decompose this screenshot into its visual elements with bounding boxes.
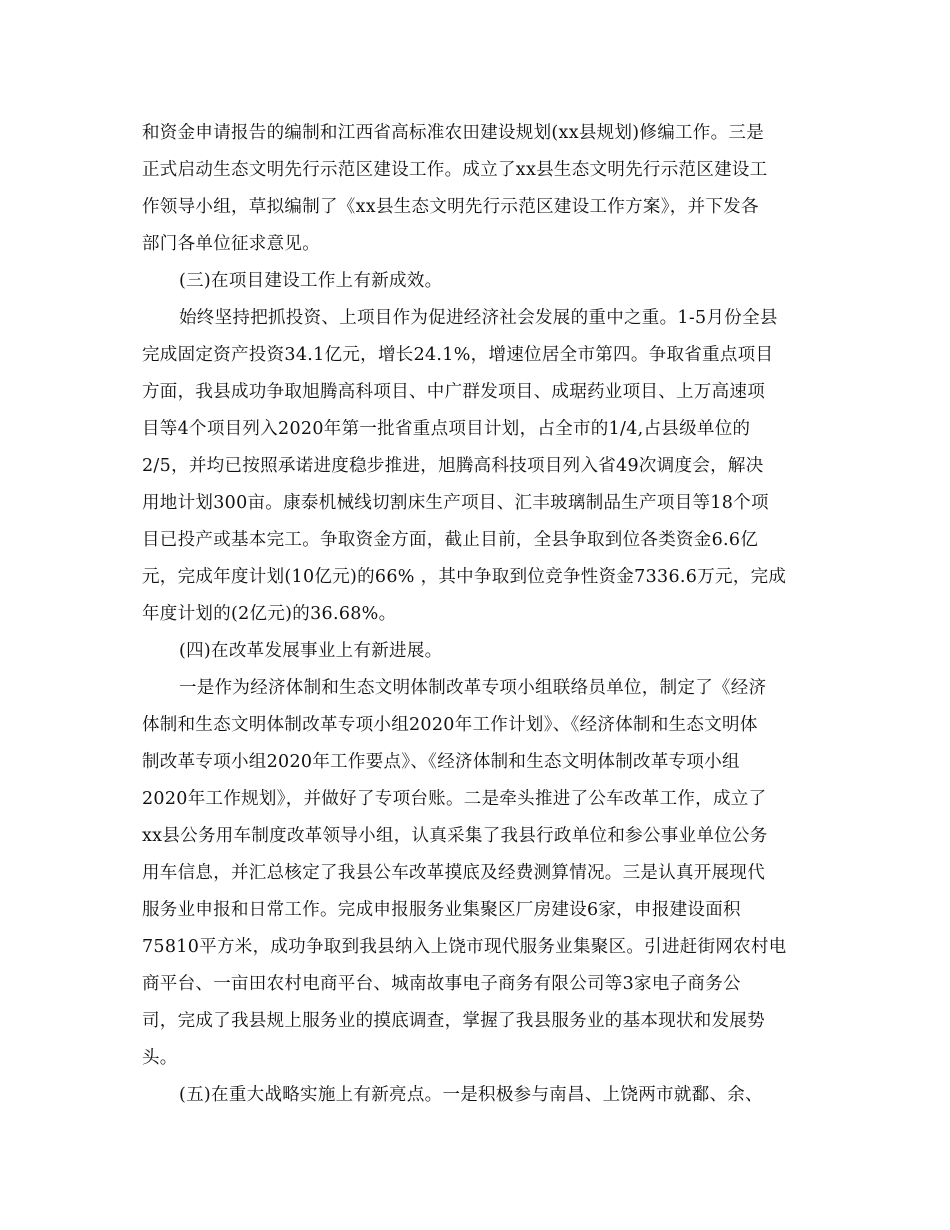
paragraph-line: 始终坚持把抓投资、上项目作为促进经济社会发展的重中之重。1-5月份全县 xyxy=(179,308,778,328)
paragraph-line: 方面，我县成功争取旭腾高科项目、中广群发项目、成琚药业项目、上万高速项 xyxy=(142,382,765,402)
paragraph-line: 目已投产或基本完工。争取资金方面，截止目前，全县争取到位各类资金6.6亿 xyxy=(142,530,759,550)
paragraph-line: 用地计划300亩。康泰机械线切割床生产项目、汇丰玻璃制品生产项目等18个项 xyxy=(142,493,769,513)
paragraph-line: 作领导小组，草拟编制了《xx县生态文明先行示范区建设工作方案》，并下发各 xyxy=(142,197,759,217)
paragraph-line: 司，完成了我县规上服务业的摸底调查，掌握了我县服务业的基本现状和发展势 xyxy=(142,1011,765,1031)
paragraph-line: 体制和生态文明体制改革专项小组2020年工作计划》、《经济体制和生态文明体 xyxy=(142,715,758,735)
paragraph-line: 商平台、一亩田农村电商平台、城南故事电子商务有限公司等3家电子商务公 xyxy=(142,974,741,994)
paragraph-line: 2/5，并均已按照承诺进度稳步推进，旭腾高科技项目列入省49次调度会，解决 xyxy=(142,456,764,476)
section-heading: (三)在项目建设工作上有新成效。 xyxy=(179,271,443,291)
document-body xyxy=(142,115,812,1114)
section-heading: (四)在改革发展事业上有新进展。 xyxy=(179,641,443,661)
paragraph-line: 75810平方米，成功争取到我县纳入上饶市现代服务业集聚区。引进赶街网农村电 xyxy=(142,937,787,957)
paragraph-line: 正式启动生态文明先行示范区建设工作。成立了xx县生态文明先行示范区建设工 xyxy=(142,160,768,180)
paragraph-line: 一是作为经济体制和生态文明体制改革专项小组联络员单位，制定了《经济 xyxy=(179,678,767,698)
paragraph-line: 和资金申请报告的编制和江西省高标准农田建设规划(xx县规划)修编工作。三是 xyxy=(142,123,764,143)
paragraph-line: 头。 xyxy=(142,1048,178,1068)
paragraph-line: 年度计划的(2亿元)的36.68%。 xyxy=(142,604,397,624)
paragraph-line: 目等4个项目列入2020年第一批省重点项目计划，占全市的1/4,占县级单位的 xyxy=(142,419,751,439)
paragraph-line: xx县公务用车制度改革领导小组，认真采集了我县行政单位和参公事业单位公务 xyxy=(142,826,768,846)
paragraph-line: 用车信息，并汇总核定了我县公车改革摸底及经费测算情况。三是认真开展现代 xyxy=(142,863,765,883)
paragraph-line: 元，完成年度计划(10亿元)的66% ，其中争取到位竞争性资金7336.6万元，完成 xyxy=(142,567,787,587)
paragraph-line: 服务业申报和日常工作。完成申报服务业集聚区厂房建设6家，申报建设面积 xyxy=(142,900,741,920)
section-heading: (五)在重大战略实施上有新亮点。一是积极参与南昌、上饶两市就鄱、余、 xyxy=(179,1085,763,1105)
paragraph-line: 制改革专项小组2020年工作要点》、《经济体制和生态文明体制改革专项小组 xyxy=(142,752,740,772)
paragraph-line: 2020年工作规划》，并做好了专项台账。二是牵头推进了公车改革工作，成立了 xyxy=(142,789,767,809)
paragraph-line: 部门各单位征求意见。 xyxy=(142,234,320,254)
paragraph-line: 完成固定资产投资34.1亿元，增长24.1%，增速位居全市第四。争取省重点项目 xyxy=(142,345,774,365)
